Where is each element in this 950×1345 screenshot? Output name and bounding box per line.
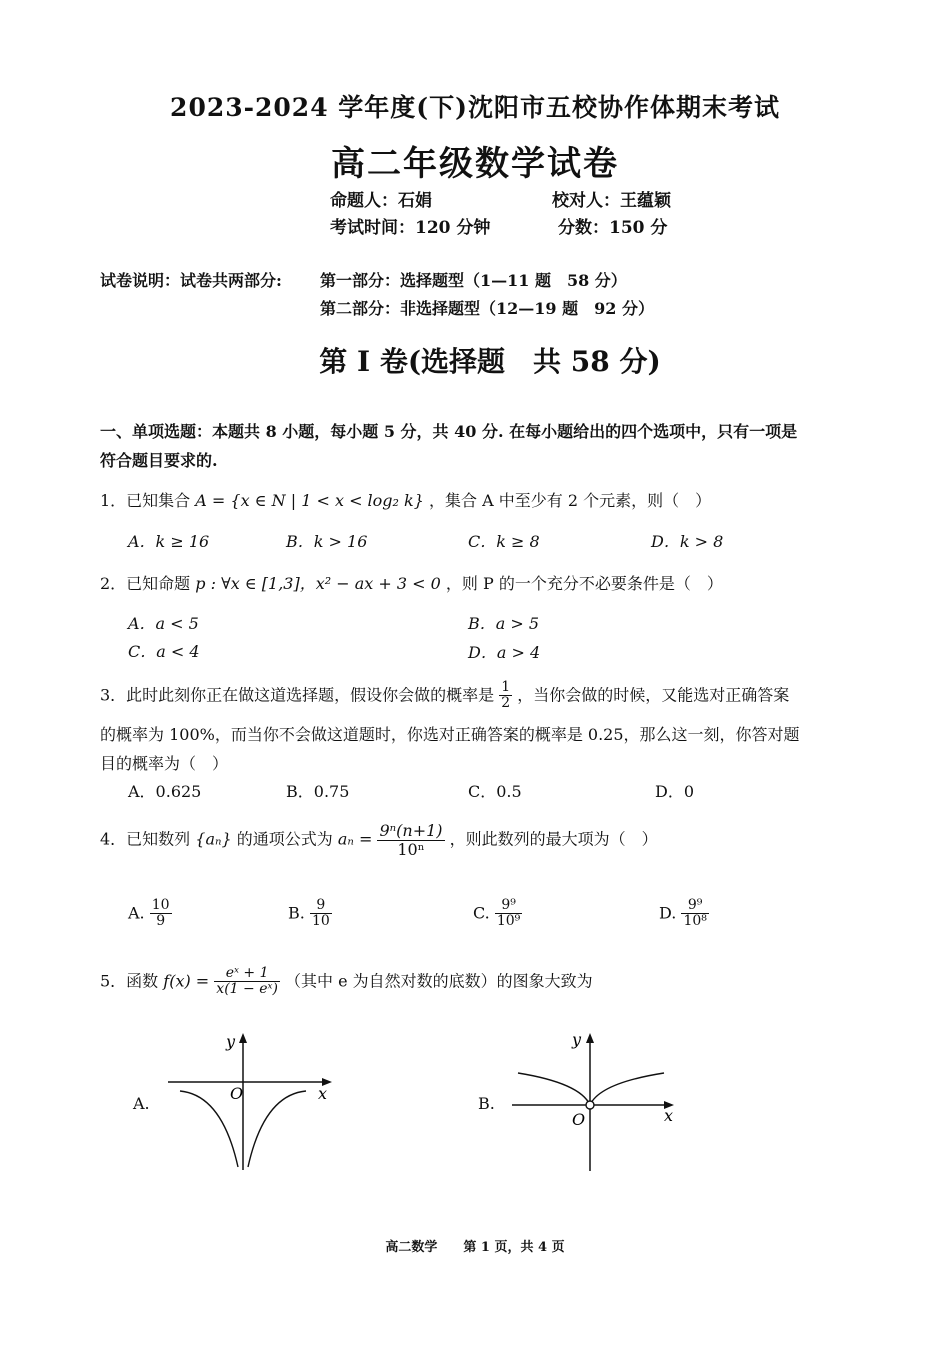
- graph-a-x-label: x: [318, 1084, 328, 1103]
- q1-post: ，集合 A 中至少有 2 个元素，则（ ）: [429, 491, 712, 510]
- question-1: [100, 488, 711, 511]
- q5-graph-a: [160, 1025, 340, 1175]
- q3-option-b: B．0.75: [286, 782, 350, 801]
- q3-half-num: 1: [501, 679, 511, 695]
- q4-option-a: [128, 898, 172, 930]
- q3-line1-pre: 3．此时此刻你正在做这道选择题，假设你会做的概率是: [100, 685, 495, 705]
- q3-option-c: C．0.5: [468, 782, 522, 801]
- q4-option-d: [659, 898, 709, 930]
- q5-graph-b: [508, 1025, 688, 1175]
- q2-option-a: A．a < 5: [128, 614, 199, 633]
- q4-formula-fraction: [377, 822, 444, 858]
- proofreader: 校对人：王蕴颖: [552, 191, 671, 211]
- q4-option-a-fraction: [150, 898, 172, 930]
- q4-formula-num: 9ⁿ(n+1): [379, 821, 443, 840]
- graph-b-y-arrow: [586, 1033, 594, 1043]
- q4-option-c-num: 9⁹: [495, 898, 522, 914]
- graph-b-y-label: y: [572, 1030, 582, 1049]
- q3-half-den: 2: [501, 695, 511, 712]
- graph-b-open-point: [586, 1101, 594, 1109]
- q1-option-b: B．k > 16: [286, 532, 368, 551]
- q5-formula-fraction: [214, 966, 280, 998]
- graph-b-x-label: x: [664, 1106, 674, 1125]
- q4-option-d-label: D.: [659, 903, 677, 923]
- q4-option-d-den: 10⁸: [683, 913, 707, 930]
- q4-pre: 4．已知数列: [100, 829, 191, 849]
- part-heading: 第 I 卷(选择题 共 58 分): [319, 345, 661, 378]
- question-3-line2: 的概率为 100%，而当你不会做这道题时，你选对正确答案的概率是 0.25，那么这一刻，你答对题: [100, 725, 800, 744]
- section1-line2: 符合题目要求的.: [100, 451, 218, 470]
- graph-a-y-arrow: [239, 1033, 247, 1043]
- q4-option-b-num: 9: [310, 898, 332, 914]
- q4-option-d-fraction: [681, 898, 708, 930]
- exam-score: 分数：150 分: [558, 218, 668, 238]
- question-4: [100, 822, 658, 858]
- q3-option-d: D．0: [655, 782, 695, 801]
- exam-subtitle: 高二年级数学试卷: [331, 144, 619, 184]
- description-label: 试卷说明：试卷共两部分:: [100, 271, 282, 290]
- q1-pre: 1．已知集合: [100, 491, 191, 510]
- q5-formula-den: x(1 − eˣ): [216, 981, 278, 998]
- section1-line1: 一、单项选题：本题共 8 小题，每小题 5 分，共 40 分. 在每小题给出的四个选项中，只有一项是: [100, 422, 798, 441]
- q4-option-d-num: 9⁹: [681, 898, 708, 914]
- q1-option-c: C．k ≥ 8: [468, 532, 540, 551]
- q1-set: A = {x ∈ N | 1 < x < log₂ k}: [195, 491, 424, 510]
- q5-post: （其中 e 为自然对数的底数）的图象大致为: [285, 971, 593, 991]
- q4-mid: 的通项公式为: [236, 829, 333, 849]
- q3-line1-post: ，当你会做的时候，又能选对正确答案: [517, 685, 790, 705]
- description-part1: 第一部分：选择题型（1—11 题 58 分）: [320, 271, 627, 290]
- graph-b-right-branch: [590, 1073, 664, 1105]
- q3-option-a: A．0.625: [128, 782, 202, 801]
- q2-prop: p : ∀x ∈ [1,3]，x² − ax + 3 < 0: [195, 574, 441, 593]
- q4-option-c-fraction: [495, 898, 522, 930]
- q4-post: ，则此数列的最大项为（ ）: [449, 829, 658, 849]
- q4-formula-den: 10ⁿ: [397, 839, 425, 859]
- question-3-line3: 目的概率为（ ）: [100, 754, 229, 773]
- q2-option-d: D．a > 4: [468, 643, 541, 662]
- q5-pre: 5．函数: [100, 971, 159, 991]
- author: 命题人：石娟: [330, 191, 432, 211]
- q5-formula-num: eˣ + 1: [214, 966, 280, 982]
- q4-option-c-den: 10⁹: [496, 913, 521, 930]
- q1-option-a: A．k ≥ 16: [128, 532, 210, 551]
- exam-title: 2023-2024 学年度(下)沈阳市五校协作体期末考试: [170, 93, 780, 122]
- graph-b-origin-label: O: [572, 1110, 586, 1129]
- graph-b-left-branch: [518, 1073, 590, 1105]
- q2-option-c: C．a < 4: [128, 642, 200, 661]
- q4-option-c: [473, 898, 522, 930]
- q4-option-c-label: C.: [473, 903, 490, 923]
- q4-option-b-fraction: [310, 898, 332, 930]
- description-part2: 第二部分：非选择题型（12—19 题 92 分）: [320, 299, 654, 318]
- q5-f: f(x) =: [163, 971, 210, 991]
- q5-graph-a-label: A.: [133, 1094, 150, 1113]
- graph-a-origin-label: O: [230, 1084, 244, 1103]
- q4-option-b-label: B.: [288, 903, 305, 923]
- q4-an: aₙ =: [337, 829, 373, 849]
- page-footer: 高二数学 第 1 页，共 4 页: [385, 1240, 565, 1255]
- q4-seq: {aₙ}: [195, 829, 232, 849]
- q2-option-b: B．a > 5: [468, 614, 540, 633]
- question-2: [100, 571, 723, 594]
- q5-graph-b-label: B.: [478, 1094, 495, 1113]
- q1-option-d: D．k > 8: [651, 532, 724, 551]
- question-5: [100, 966, 593, 998]
- q2-post: ，则 P 的一个充分不必要条件是（ ）: [445, 574, 723, 593]
- graph-a-right-branch: [248, 1091, 306, 1167]
- q2-pre: 2．已知命题: [100, 574, 191, 593]
- question-3-line1: [100, 680, 789, 712]
- q4-option-a-num: 10: [151, 897, 170, 913]
- q3-half-fraction: [499, 680, 512, 712]
- q4-option-b-den: 10: [311, 913, 330, 930]
- q4-option-b: [288, 898, 332, 930]
- q4-option-a-label: A.: [128, 903, 145, 923]
- exam-time: 考试时间：120 分钟: [330, 218, 491, 238]
- graph-a-y-label: y: [226, 1032, 236, 1051]
- q4-option-a-den: 9: [156, 913, 166, 930]
